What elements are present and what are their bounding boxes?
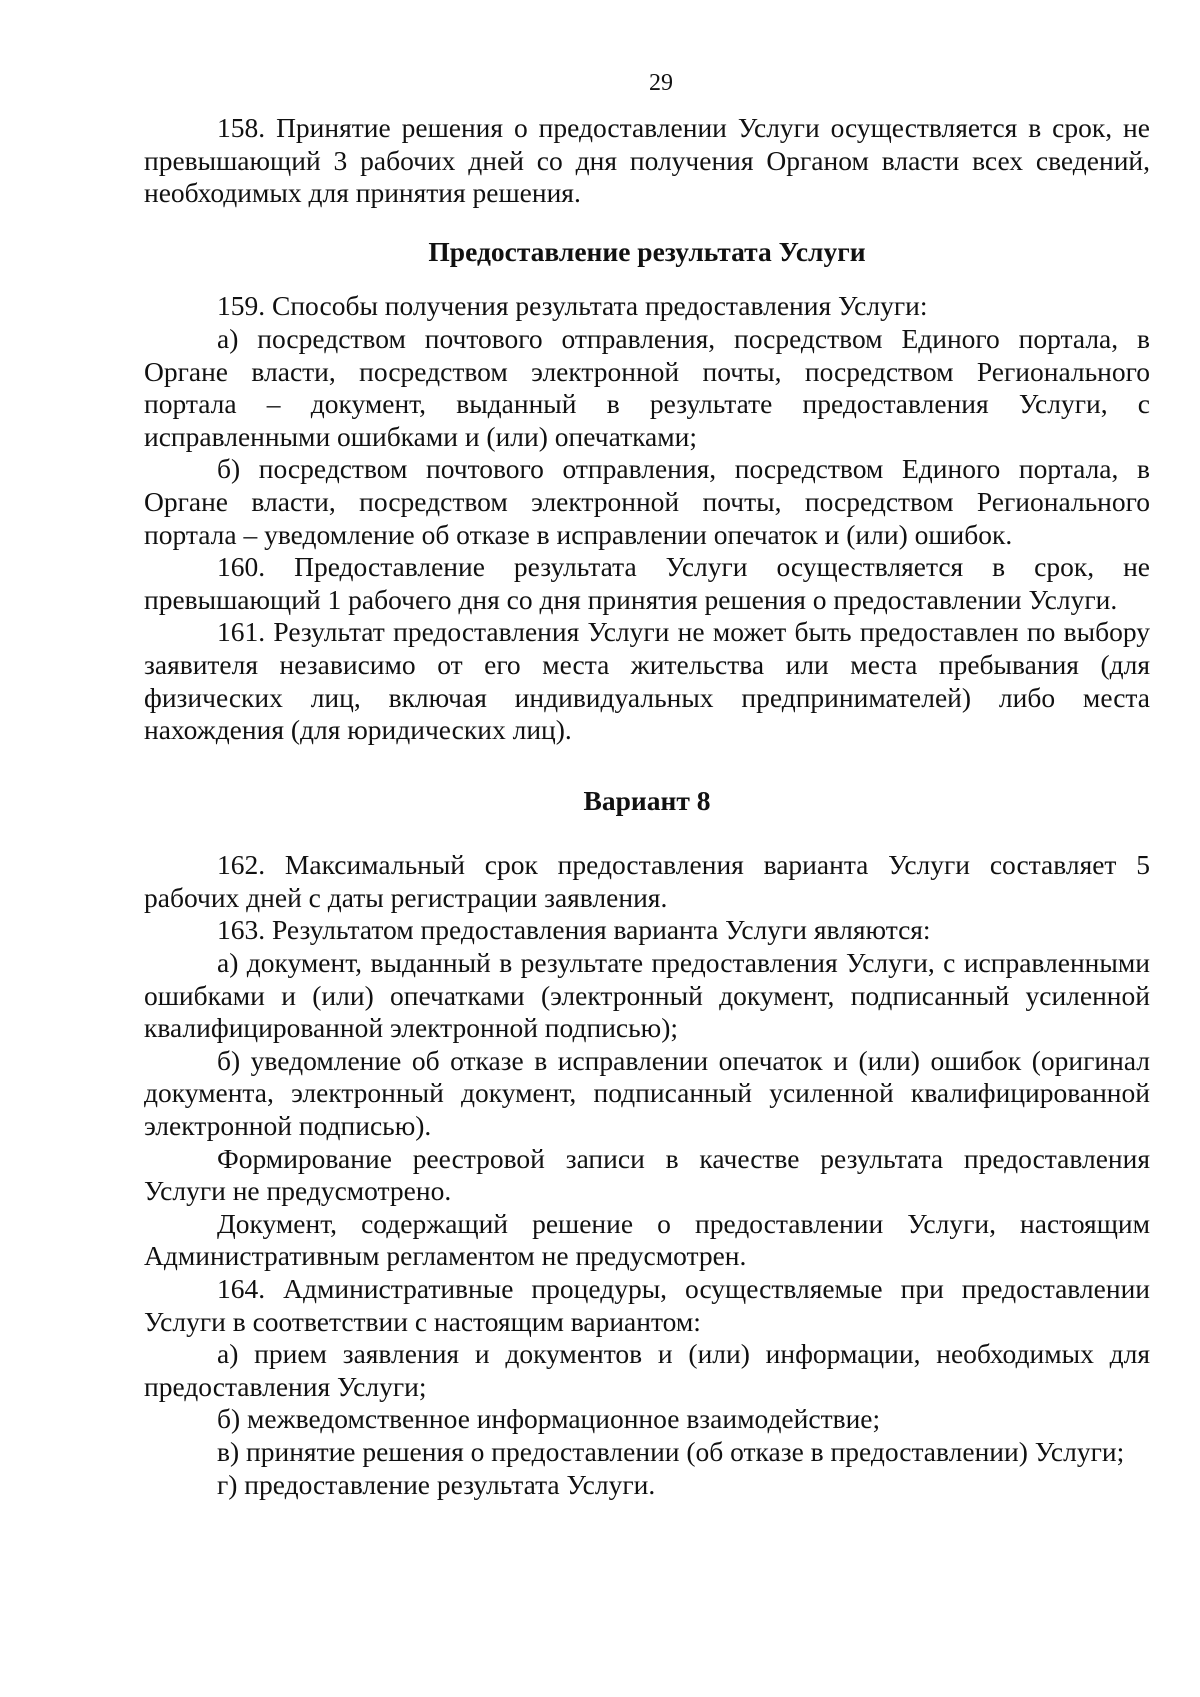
paragraph-163-b: б) уведомление об отказе в исправлении опечаток и (или) ошибок (оригинал документа, электронный документ, подписанный усиленной квалифицированной электронной подписью). [144,1044,1150,1142]
paragraph-160: 160. Предоставление результата Услуги осуществляется в срок, не превышающий 1 рабочего дня со дня принятия решения о предоставлении Услуги. [144,551,1150,615]
spacer [144,210,1150,236]
document-page [144,68,1150,1501]
page-number: 29 [649,70,673,96]
paragraph-163-a: а) документ, выданный в результате предоставления Услуги, с исправленными ошибками и (или) опечатками (электронный документ, подписанный усиленной квалифицированной электронной подписью); [144,947,1150,1044]
section-heading-variant-8: Вариант 8 [583,784,711,816]
paragraph-159-a: а) посредством почтового отправления, посредством Единого портала, в Органе власти, посредством электронной почты, посредством Регионального портала – документ, выданный в результате предоставления Услуги, с исправленными ошибками и (или) опечатками; [144,322,1150,452]
paragraph-164: 164. Административные процедуры, осуществляемые при предоставлении Услуги в соответствии с настоящим вариантом: [144,1273,1150,1337]
paragraph-159: 159. Способы получения результата предоставления Услуги: [217,290,928,322]
spacer [144,817,1150,849]
paragraph-164-c: в) принятие решения о предоставлении (об отказе в предоставлении) Услуги; [217,1435,1125,1467]
paragraph-registry-record: Формирование реестровой записи в качестве результата предоставления Услуги не предусмотрено. [144,1142,1150,1207]
paragraph-164-b: б) межведомственное информационное взаимодействие; [217,1403,881,1435]
paragraph-164-d: г) предоставление результата Услуги. [217,1468,656,1500]
paragraph-162: 162. Максимальный срок предоставления варианта Услуги составляет 5 рабочих дней с даты регистрации заявления. [144,849,1150,913]
paragraph-158: 158. Принятие решения о предоставлении Услуги осуществляется в срок, не превышающий 3 рабочих дней со дня получения Органом власти всех сведений, необходимых для принятия решения. [144,112,1150,209]
paragraph-161: 161. Результат предоставления Услуги не может быть предоставлен по выбору заявителя независимо от его места жительства или места пребывания (для физических лиц, включая индивидуальных предпринимателей) либо места нахождения (для юридических лиц). [144,616,1150,746]
paragraph-164-a: а) прием заявления и документов и (или) информации, необходимых для предоставления Услуги; [144,1338,1150,1402]
paragraph-159-b: б) посредством почтового отправления, посредством Единого портала, в Органе власти, посредством электронной почты, посредством Регионального портала – уведомление об отказе в исправлении опечаток и (или) ошибок. [144,453,1150,550]
section-heading-result: Предоставление результата Услуги [428,235,866,267]
spacer [144,268,1150,290]
paragraph-decision-document: Документ, содержащий решение о предоставлении Услуги, настоящим Административным регламентом не предусмотрен. [144,1207,1150,1272]
spacer [144,747,1150,785]
paragraph-163: 163. Результатом предоставления варианта Услуги являются: [217,914,931,946]
